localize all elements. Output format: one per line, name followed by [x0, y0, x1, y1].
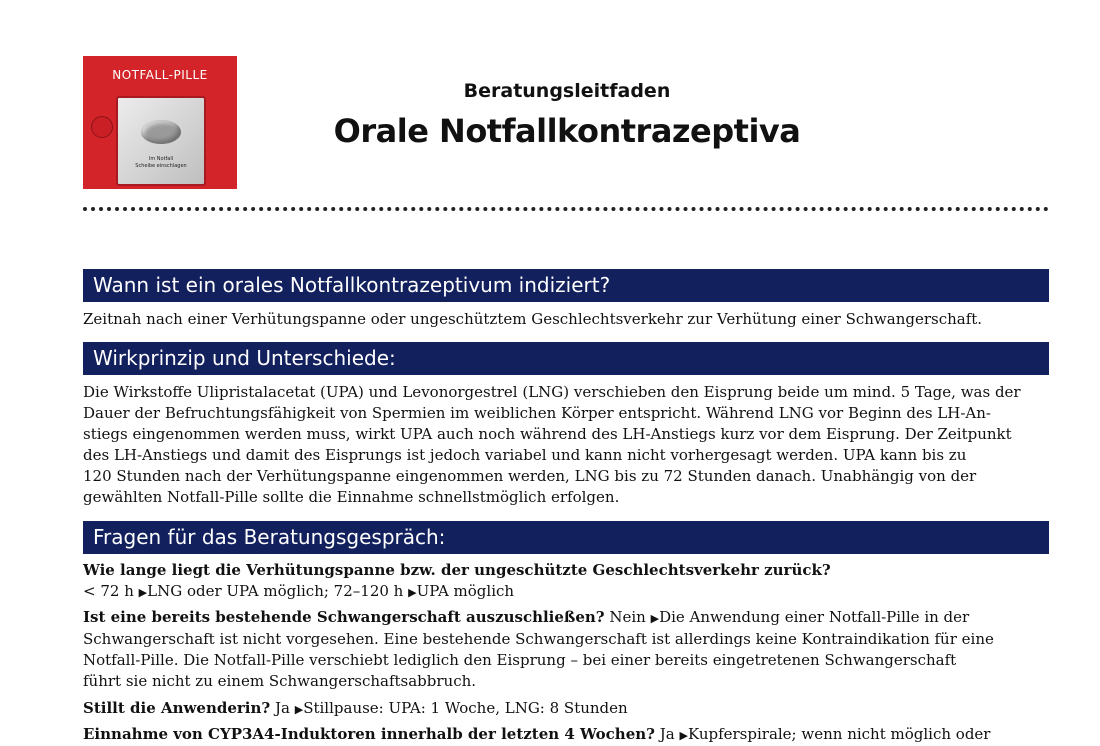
answer-line: Schwangerschaft ist nicht vorgesehen. Eine bestehende Schwangerschaft ist allerdings keine Kontraindikation für eine [83, 630, 994, 648]
indication-paragraph: Zeitnah nach einer Verhütungspanne oder ungeschütztem Geschlechtsverkehr zur Verhütung einer Schwangerschaft. [83, 310, 983, 328]
question-text: Einnahme von CYP3A4-Induktoren innerhalb der letzten 4 Wochen? [83, 725, 655, 743]
mechanism-line: gewählten Notfall-Pille sollte die Einnahme schnellstmöglich erfolgen. [83, 488, 620, 506]
question-text: Wie lange liegt die Verhütungspanne bzw. der ungeschützte Geschlechtsverkehr zurück? [83, 561, 831, 579]
mechanism-line: Dauer der Befruchtungsfähigkeit von Spermien im weiblichen Körper entspricht. Während LNG vor Beginn des LH-An- [83, 404, 991, 422]
emergency-pill-logo [83, 56, 237, 189]
mechanism-line: Die Wirkstoffe Ulipristalacetat (UPA) und Levonorgestrel (LNG) verschieben den Eisprung beide um mind. 5 Tage, was der [83, 383, 1021, 401]
arrow-right-icon: ▶ [408, 586, 417, 599]
arrow-right-icon: ▶ [679, 729, 688, 742]
question-cyp3a4 [83, 724, 1049, 746]
question-pregnancy [83, 607, 1049, 692]
answer-lead: Ja [274, 699, 290, 717]
glass-pane [116, 96, 206, 186]
logo-label: NOTFALL-PILLE [112, 68, 208, 82]
section-heading-mechanism: Wirkprinzip und Unterschiede: [83, 342, 1049, 375]
page-title: Orale Notfallkontrazeptiva [333, 112, 801, 150]
arrow-right-icon: ▶ [294, 703, 304, 716]
dotted-divider [83, 207, 1049, 211]
glass-caption-line2: Scheibe einschlagen [135, 163, 187, 169]
question-text: Stillt die Anwenderin? [83, 699, 271, 717]
question-breastfeeding [83, 698, 1049, 720]
question-duration [83, 560, 1049, 603]
mechanism-text [83, 382, 1049, 508]
section-heading-questions: Fragen für das Beratungsgespräch: [83, 521, 1049, 554]
answer-text: Kupferspirale; wenn nicht möglich oder [687, 725, 991, 743]
pill-icon [141, 120, 181, 144]
answer-lead: Ja [659, 725, 675, 743]
answer-line: führt sie nicht zu einem Schwangerschaftsabbruch. [83, 672, 477, 690]
section-heading-indication: Wann ist ein orales Notfallkontrazeptivum indiziert? [83, 269, 1049, 302]
answer-text: Die Anwendung einer Notfall-Pille in der [659, 608, 970, 626]
answer-text: Stillpause: UPA: 1 Woche, LNG: 8 Stunden [303, 699, 628, 717]
glass-caption [118, 156, 204, 170]
page-subtitle: Beratungsleitfaden [463, 80, 671, 102]
mechanism-line: des LH-Anstiegs und damit des Eisprungs ist jedoch variabel und kann nicht vorhergesagt werden. UPA kann bis zu [83, 446, 967, 464]
mechanism-line: stiegs eingenommen werden muss, wirkt UPA auch noch während des LH-Anstiegs kurz vor dem Eisprung. Der Zeitpunkt [83, 425, 1012, 443]
glass-caption-line1: Im Notfall [148, 156, 174, 162]
arrow-right-icon: ▶ [138, 586, 148, 599]
answer-text: < 72 h ▶LNG oder UPA möglich; 72–120 h ▶UPA möglich [83, 582, 515, 600]
answer-line: Notfall-Pille. Die Notfall-Pille verschiebt lediglich den Eisprung – bei einer bereits eingetretenen Schwangerschaft [83, 651, 957, 669]
arrow-right-icon: ▶ [650, 612, 660, 625]
question-text: Ist eine bereits bestehende Schwangerschaft auszuschließen? [83, 608, 605, 626]
indication-text [83, 309, 1049, 330]
knob-icon [91, 116, 113, 138]
mechanism-line: 120 Stunden nach der Verhütungspanne eingenommen werden, LNG bis zu 72 Stunden danach. Unabhängig von der [83, 467, 977, 485]
answer-lead: Nein [609, 608, 646, 626]
